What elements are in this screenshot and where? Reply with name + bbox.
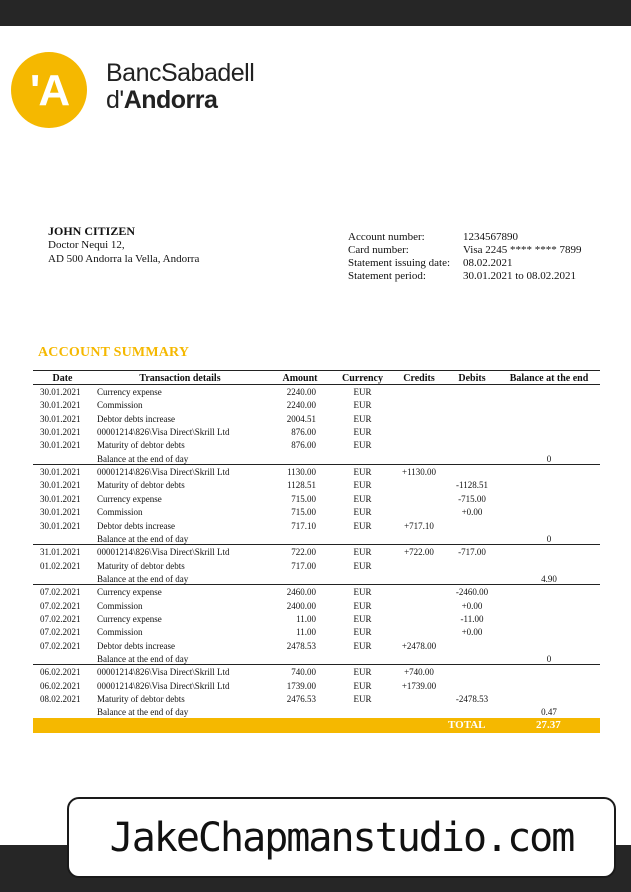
cell-details: Maturity of debtor debts: [97, 440, 185, 450]
cell-amount: 1739.00: [286, 681, 316, 691]
cell-amount: 2460.00: [286, 587, 316, 597]
cell-currency: EUR: [353, 627, 372, 637]
total-label: TOTAL: [448, 719, 486, 731]
cell-amount: 2240.00: [286, 387, 316, 397]
cell-balance: 0.47: [541, 707, 557, 717]
cell-amount: 715.00: [291, 507, 316, 517]
cell-details: Debtor debts increase: [97, 414, 175, 424]
cell-currency: EUR: [353, 400, 372, 410]
customer-address-line2: AD 500 Andorra la Vella, Andorra: [48, 253, 200, 265]
cell-date: 07.02.2021: [40, 601, 81, 611]
cell-debits: -717.00: [458, 547, 486, 557]
cell-currency: EUR: [353, 587, 372, 597]
cell-currency: EUR: [353, 641, 372, 651]
cell-date: 30.01.2021: [40, 480, 81, 490]
cell-details: Maturity of debtor debts: [97, 561, 185, 571]
bank-name-line1: BancSabadell: [106, 59, 255, 87]
cell-details: Maturity of debtor debts: [97, 480, 185, 490]
total-bar: [33, 718, 600, 733]
cell-currency: EUR: [353, 507, 372, 517]
cell-amount: 2476.53: [286, 694, 316, 704]
cell-debits: +0.00: [461, 601, 483, 611]
header-balance: Balance at the end: [509, 373, 589, 384]
header-credits: Credits: [403, 373, 435, 384]
bank-name-line2: [106, 88, 217, 113]
cell-details: 00001214\826\Visa Direct\Skrill Ltd: [97, 667, 230, 677]
cell-date: 30.01.2021: [40, 414, 81, 424]
cell-date: 07.02.2021: [40, 587, 81, 597]
cell-details: Maturity of debtor debts: [97, 694, 185, 704]
account-number-label: Account number:: [348, 231, 425, 243]
cell-amount: 717.10: [291, 521, 316, 531]
cell-date: 06.02.2021: [40, 667, 81, 677]
cell-date: 30.01.2021: [40, 467, 81, 477]
cell-date: 08.02.2021: [40, 694, 81, 704]
cell-date: 30.01.2021: [40, 427, 81, 437]
cell-details: 00001214\826\Visa Direct\Skrill Ltd: [97, 547, 230, 557]
cell-details: Commission: [97, 627, 143, 637]
cell-credits: +1739.00: [401, 681, 437, 691]
cell-currency: EUR: [353, 561, 372, 571]
account-number-value: 1234567890: [463, 231, 518, 243]
cell-amount: 876.00: [291, 427, 316, 437]
issuing-date-value: 08.02.2021: [463, 257, 513, 269]
cell-date: 30.01.2021: [40, 507, 81, 517]
cell-details: Balance at the end of day: [97, 707, 189, 717]
cell-details: Balance at the end of day: [97, 654, 189, 664]
cell-details: 00001214\826\Visa Direct\Skrill Ltd: [97, 681, 230, 691]
cell-date: 07.02.2021: [40, 641, 81, 651]
cell-credits: +2478.00: [401, 641, 437, 651]
cell-credits: +717.10: [404, 521, 434, 531]
card-number-label: Card number:: [348, 244, 409, 256]
bank-name-bold: Andorra: [123, 86, 218, 114]
cell-currency: EUR: [353, 467, 372, 477]
cell-currency: EUR: [353, 547, 372, 557]
watermark-text: JakeChapmanstudio.com: [109, 814, 574, 861]
cell-amount: 11.00: [296, 614, 316, 624]
logo-mark: 'A: [29, 66, 69, 115]
cell-balance: 0: [546, 654, 552, 664]
cell-date: 30.01.2021: [40, 387, 81, 397]
cell-amount: 2240.00: [286, 400, 316, 410]
cell-details: Currency expense: [97, 614, 162, 624]
cell-amount: 1130.00: [287, 467, 316, 477]
cell-debits: -2460.00: [455, 587, 489, 597]
cell-currency: EUR: [353, 681, 372, 691]
cell-details: 00001214\826\Visa Direct\Skrill Ltd: [97, 467, 230, 477]
cell-details: Currency expense: [97, 587, 162, 597]
cell-date: 31.01.2021: [40, 547, 81, 557]
cell-currency: EUR: [353, 414, 372, 424]
cell-details: Debtor debts increase: [97, 641, 175, 651]
cell-details: Balance at the end of day: [97, 574, 189, 584]
cell-amount: 2478.53: [286, 641, 316, 651]
cell-date: 01.02.2021: [40, 561, 81, 571]
cell-currency: EUR: [353, 694, 372, 704]
cell-date: 30.01.2021: [40, 440, 81, 450]
statement-period-value: 30.01.2021 to 08.02.2021: [463, 270, 577, 282]
bank-name-prefix: d': [106, 86, 124, 114]
cell-amount: 11.00: [296, 627, 316, 637]
cell-currency: EUR: [353, 387, 372, 397]
cell-debits: -715.00: [458, 494, 486, 504]
table-top-rule: [33, 370, 600, 371]
header-debits: Debits: [458, 373, 486, 384]
cell-currency: EUR: [353, 667, 372, 677]
cell-currency: EUR: [353, 521, 372, 531]
cell-debits: +0.00: [461, 627, 483, 637]
cell-amount: 722.00: [291, 547, 316, 557]
cell-details: Debtor debts increase: [97, 521, 175, 531]
customer-name: JOHN CITIZEN: [48, 224, 136, 238]
cell-date: 07.02.2021: [40, 614, 81, 624]
bank-logo: [11, 52, 87, 128]
cell-debits: -2478.53: [455, 694, 489, 704]
header-details: Transaction details: [139, 373, 221, 384]
header-rule: [33, 384, 600, 385]
cell-amount: 717.00: [291, 561, 316, 571]
cell-debits: -11.00: [460, 614, 484, 624]
cell-date: 30.01.2021: [40, 494, 81, 504]
top-bar: [0, 0, 631, 26]
cell-currency: EUR: [353, 440, 372, 450]
watermark-banner: [67, 797, 616, 878]
cell-date: 07.02.2021: [40, 627, 81, 637]
cell-credits: +1130.00: [402, 467, 436, 477]
cell-currency: EUR: [353, 494, 372, 504]
cell-details: Commission: [97, 507, 143, 517]
cell-details: Balance at the end of day: [97, 454, 189, 464]
cell-details: Commission: [97, 601, 143, 611]
cell-currency: EUR: [353, 601, 372, 611]
cell-credits: +722.00: [404, 547, 434, 557]
cell-currency: EUR: [353, 614, 372, 624]
summary-title: ACCOUNT SUMMARY: [38, 345, 190, 360]
cell-details: 00001214\826\Visa Direct\Skrill Ltd: [97, 427, 230, 437]
cell-date: 30.01.2021: [40, 521, 81, 531]
cell-details: Balance at the end of day: [97, 534, 189, 544]
header-amount: Amount: [282, 373, 318, 384]
cell-credits: +740.00: [404, 667, 434, 677]
cell-amount: 2004.51: [286, 414, 316, 424]
header-currency: Currency: [342, 373, 383, 384]
cell-currency: EUR: [353, 480, 372, 490]
cell-debits: +0.00: [461, 507, 483, 517]
cell-balance: 0: [546, 534, 552, 544]
statement-period-label: Statement period:: [348, 270, 426, 282]
cell-balance: 0: [546, 454, 552, 464]
header-date: Date: [52, 373, 73, 384]
total-value: 27.37: [536, 719, 561, 731]
cell-debits: -1128.51: [456, 480, 488, 490]
cell-amount: 740.00: [291, 667, 316, 677]
card-number-value: Visa 2245 **** **** 7899: [463, 244, 582, 256]
cell-currency: EUR: [353, 427, 372, 437]
cell-amount: 715.00: [291, 494, 316, 504]
cell-amount: 2400.00: [286, 601, 316, 611]
cell-date: 30.01.2021: [40, 400, 81, 410]
cell-details: Currency expense: [97, 387, 162, 397]
cell-amount: 1128.51: [287, 480, 316, 490]
cell-amount: 876.00: [291, 440, 316, 450]
cell-details: Commission: [97, 400, 143, 410]
cell-balance: 4.90: [541, 574, 557, 584]
customer-address-line1: Doctor Nequi 12,: [48, 239, 125, 251]
cell-date: 06.02.2021: [40, 681, 81, 691]
issuing-date-label: Statement issuing date:: [348, 257, 451, 269]
cell-details: Currency expense: [97, 494, 162, 504]
